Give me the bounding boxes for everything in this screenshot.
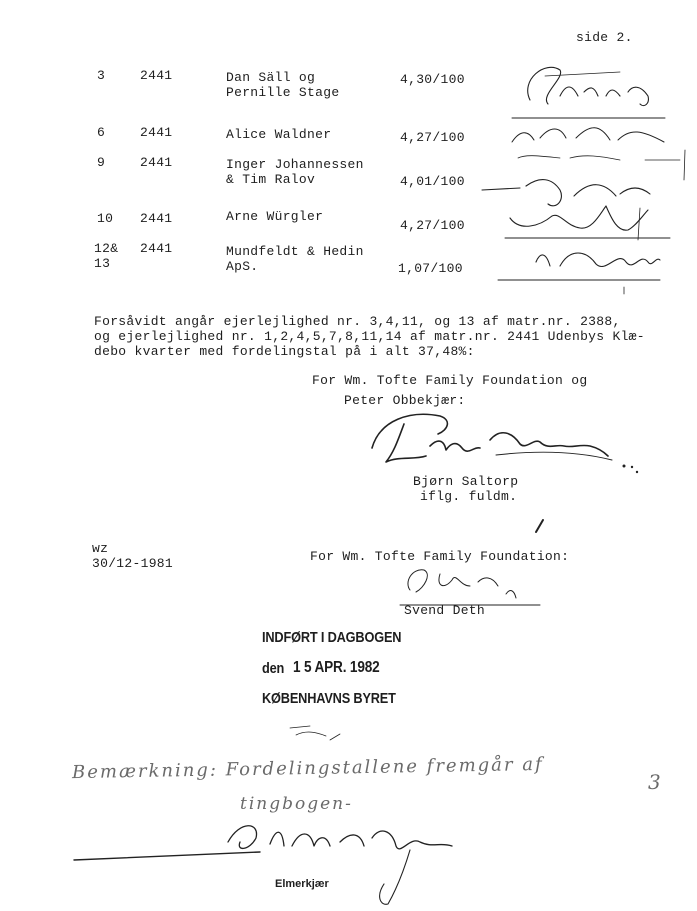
- paragraph-line: debo kvarter med fordelingstal på i alt 37,48%:: [94, 344, 475, 359]
- signatory-heading: For Wm. Tofte Family Foundation:: [310, 549, 570, 564]
- paragraph-line: Forsåvidt angår ejerlejlighed nr. 3,4,11, og 13 af matr.nr. 2388,: [94, 314, 621, 329]
- matr-number: 2441: [140, 211, 173, 226]
- owner-name: Dan Säll og: [226, 70, 316, 85]
- signatory-name: Svend Deth: [404, 603, 486, 618]
- share-value: 4,01/100: [400, 174, 465, 189]
- owner-name: Arne Würgler: [226, 209, 324, 224]
- share-value: 4,27/100: [400, 130, 465, 145]
- initials-code: wz: [92, 541, 109, 556]
- unit-number: 6: [97, 125, 106, 140]
- share-value: 1,07/100: [398, 261, 463, 276]
- matr-number: 2441: [140, 241, 173, 256]
- handwritten-note-line2: tingbogen-: [240, 794, 353, 814]
- handwritten-mark: 3: [648, 770, 661, 794]
- owner-name-line2: & Tim Ralov: [226, 172, 316, 187]
- share-value: 4,30/100: [400, 72, 465, 87]
- owner-name: Alice Waldner: [226, 127, 332, 142]
- owner-name-line2: Pernille Stage: [226, 85, 340, 100]
- signatory-heading: For Wm. Tofte Family Foundation og: [312, 373, 588, 388]
- stamp-date-prefix: den: [262, 660, 285, 677]
- unit-number: 3: [97, 68, 106, 83]
- share-value: 4,27/100: [400, 218, 465, 233]
- owner-name: Mundfeldt & Hedin: [226, 244, 364, 259]
- signatory-heading-line2: Peter Obbekjær:: [344, 393, 466, 408]
- stamp-date: 1 5 APR. 1982: [293, 659, 380, 676]
- unit-number: 9: [97, 155, 106, 170]
- signatory-role: iflg. fuldm.: [420, 489, 518, 504]
- judge-name: Elmerkjær: [275, 878, 329, 890]
- owner-name-line2: ApS.: [226, 259, 259, 274]
- unit-number: 12&: [94, 241, 119, 256]
- unit-number-line2: 13: [94, 256, 111, 271]
- stamp-line: KØBENHAVNS BYRET: [262, 690, 396, 707]
- matr-number: 2441: [140, 125, 173, 140]
- matr-number: 2441: [140, 68, 173, 83]
- owner-name: Inger Johannessen: [226, 157, 364, 172]
- signatory-name: Bjørn Saltorp: [413, 474, 519, 489]
- document-date: 30/12-1981: [92, 556, 174, 571]
- matr-number: 2441: [140, 155, 173, 170]
- handwritten-note-line: Bemærkning: Fordelingstallene fremgår af: [71, 753, 544, 784]
- stamp-line: INDFØRT I DAGBOGEN: [262, 629, 402, 646]
- unit-number: 10: [97, 211, 114, 226]
- paragraph-line: og ejerlejlighed nr. 1,2,4,5,7,8,11,14 af matr.nr. 2441 Udenbys Klæ-: [94, 329, 645, 344]
- page-number: side 2.: [576, 30, 633, 45]
